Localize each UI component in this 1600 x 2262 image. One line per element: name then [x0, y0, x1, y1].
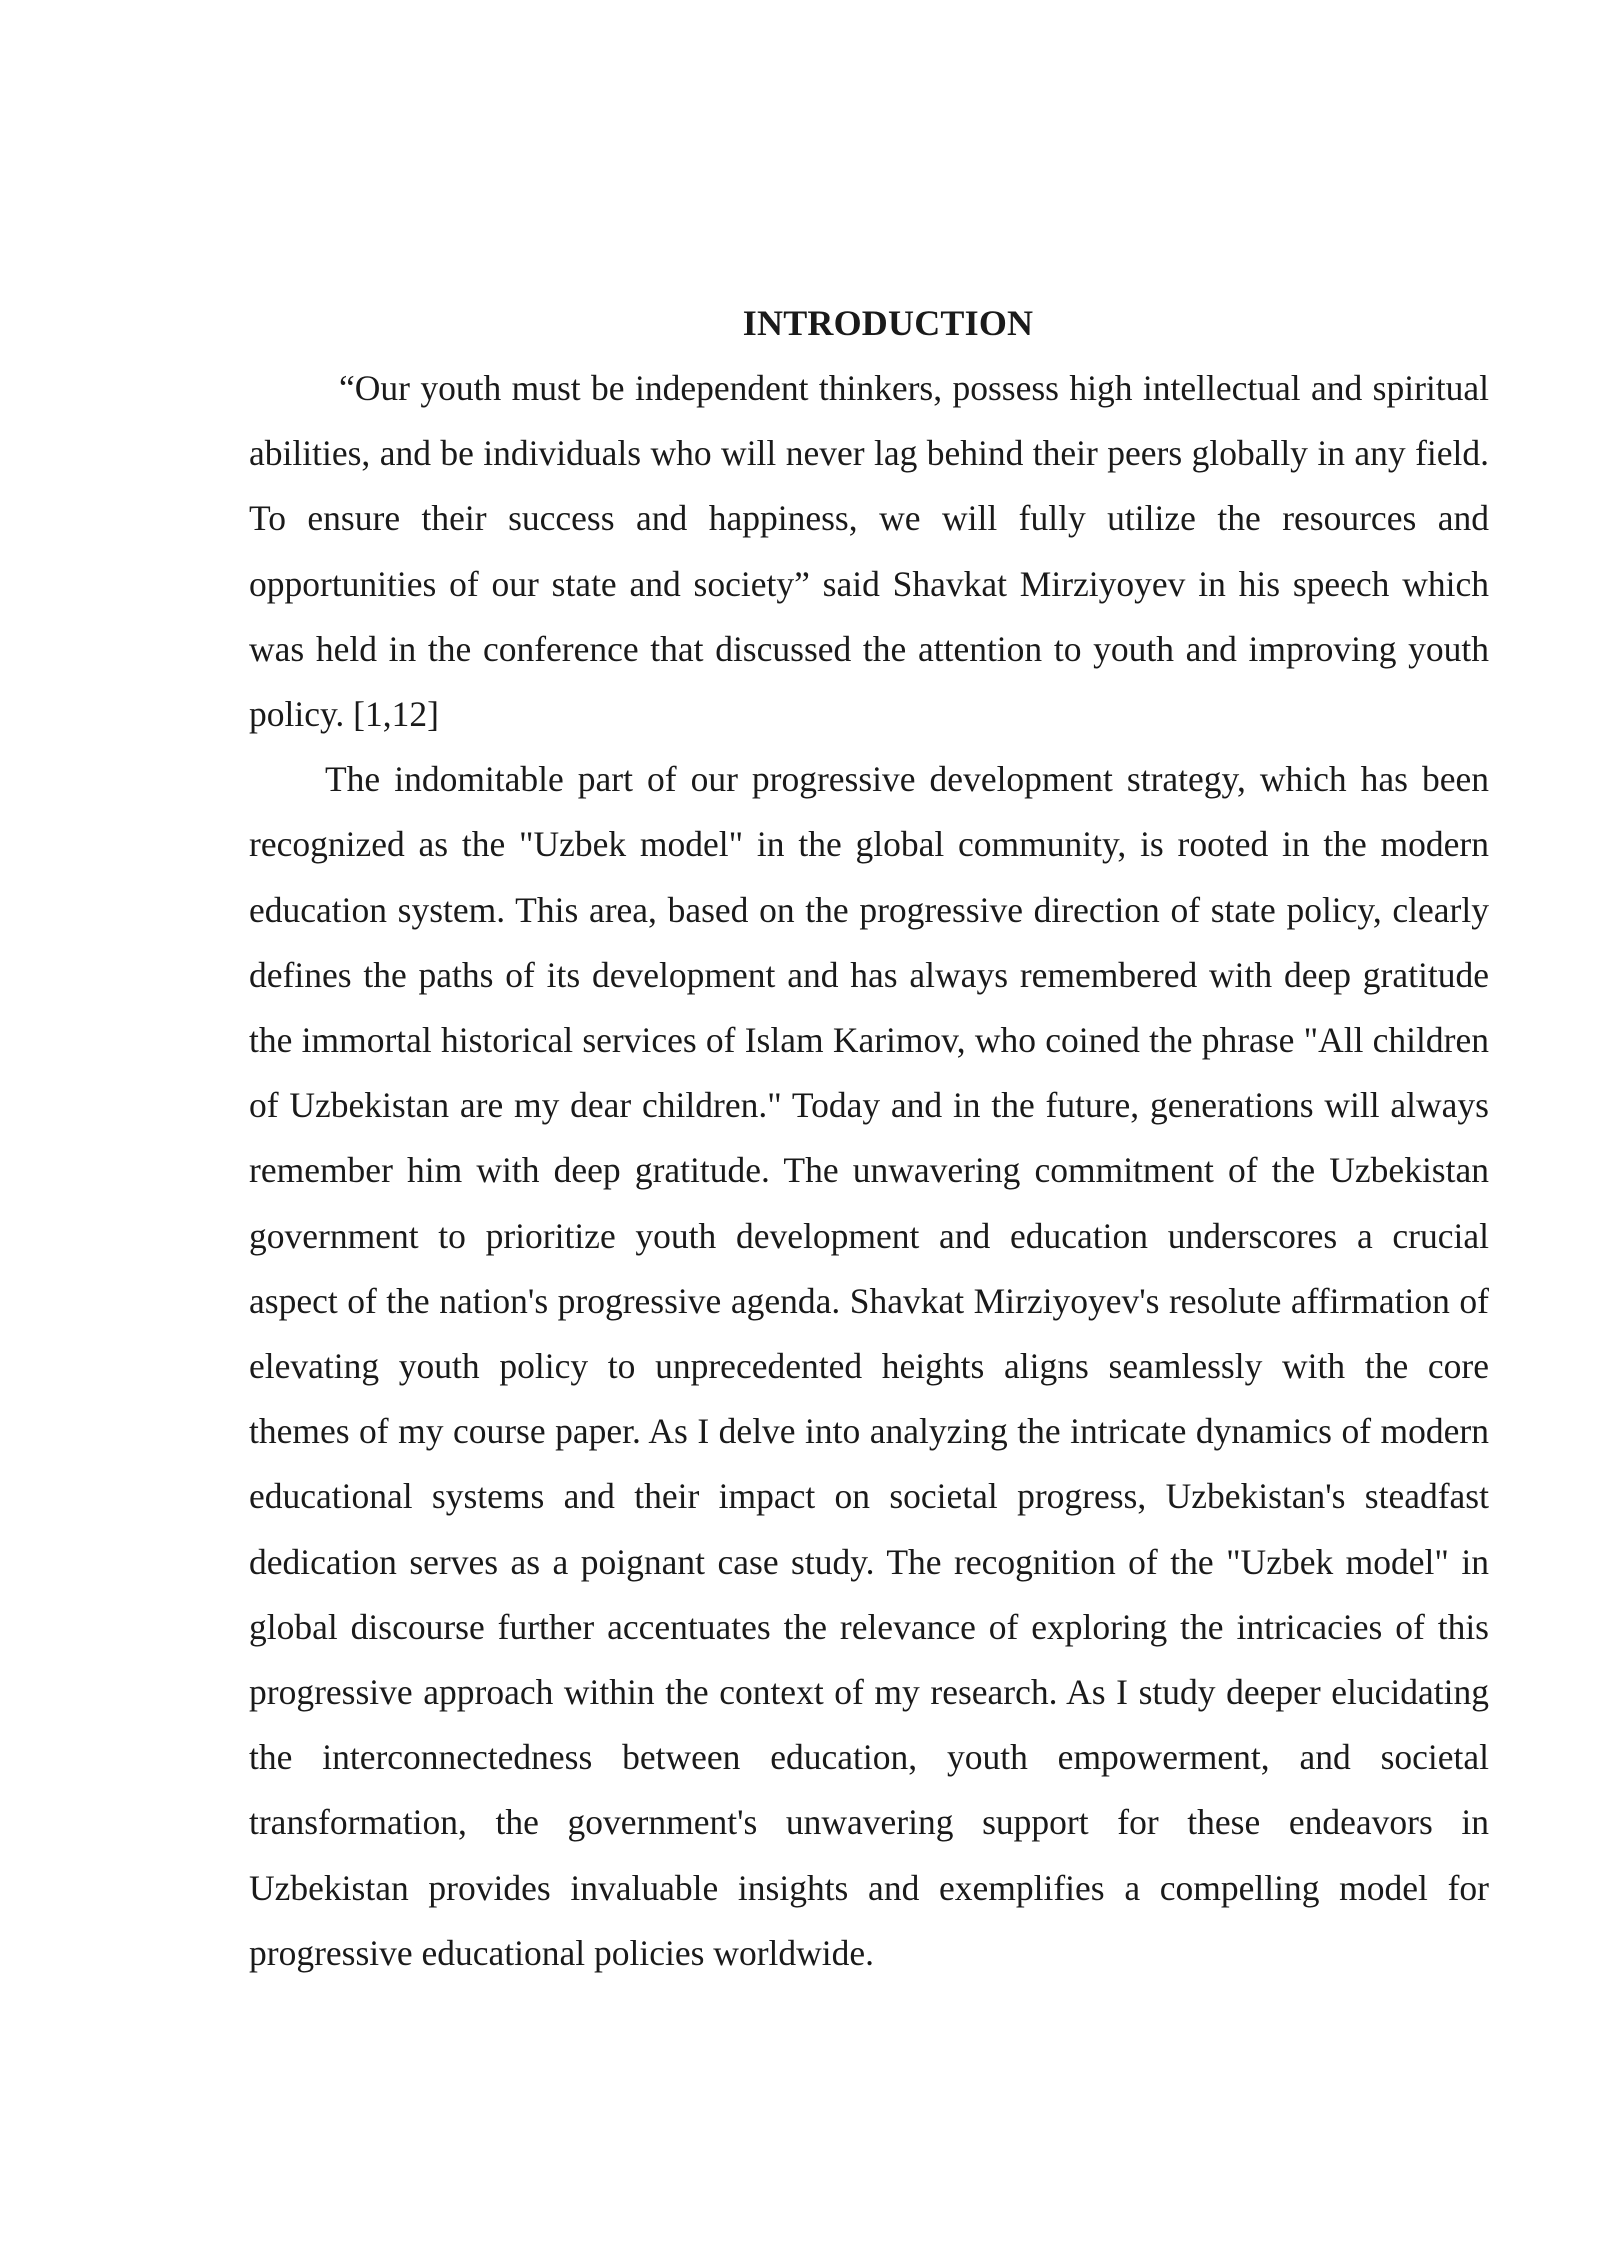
page-content: [249, 290, 1489, 1986]
page-title: INTRODUCTION: [742, 303, 1034, 343]
body-paragraph-quote: “Our youth must be independent thinkers, possess high intellectual and spiritual abilities, and be individuals who will never lag behind their peers globally in any field. To ensure their success and happiness, we will fully utilize the resources and opportunities of our state and society” said Shavkat Mirziyoyev in his speech which was held in the conference that discussed the attention to youth and improving youth policy. [1,12]: [249, 368, 1489, 735]
body-paragraph-uzbek-model: The indomitable part of our progressive development strategy, which has been recognized as the "Uzbek model" in the global community, is rooted in the modern education system. This area, based on the progressive direction of state policy, clearly defines the paths of its development and has always remembered with deep gratitude the immortal historical services of Islam Karimov, who coined the phrase "All children of Uzbekistan are my dear children." Today and in the future, generations will always remember him with deep gratitude. The unwavering commitment of the Uzbekistan government to prioritize youth development and education underscores a crucial aspect of the nation's progressive agenda. Shavkat Mirziyoyev's resolute affirmation of elevating youth policy to unprecedented heights aligns seamlessly with the core themes of my course paper. As I delve into analyzing the intricate dynamics of modern educational systems and their impact on societal progress, Uzbekistan's steadfast dedication serves as a poignant case study. The recognition of the "Uzbek model" in global discourse further accentuates the relevance of exploring the intricacies of this progressive approach within the context of my research. As I study deeper elucidating the interconnectedness between education, youth empowerment, and societal transformation, the government's unwavering support for these endeavors in Uzbekistan provides invaluable insights and exemplifies a compelling model for progressive educational policies worldwide.: [249, 759, 1489, 1973]
